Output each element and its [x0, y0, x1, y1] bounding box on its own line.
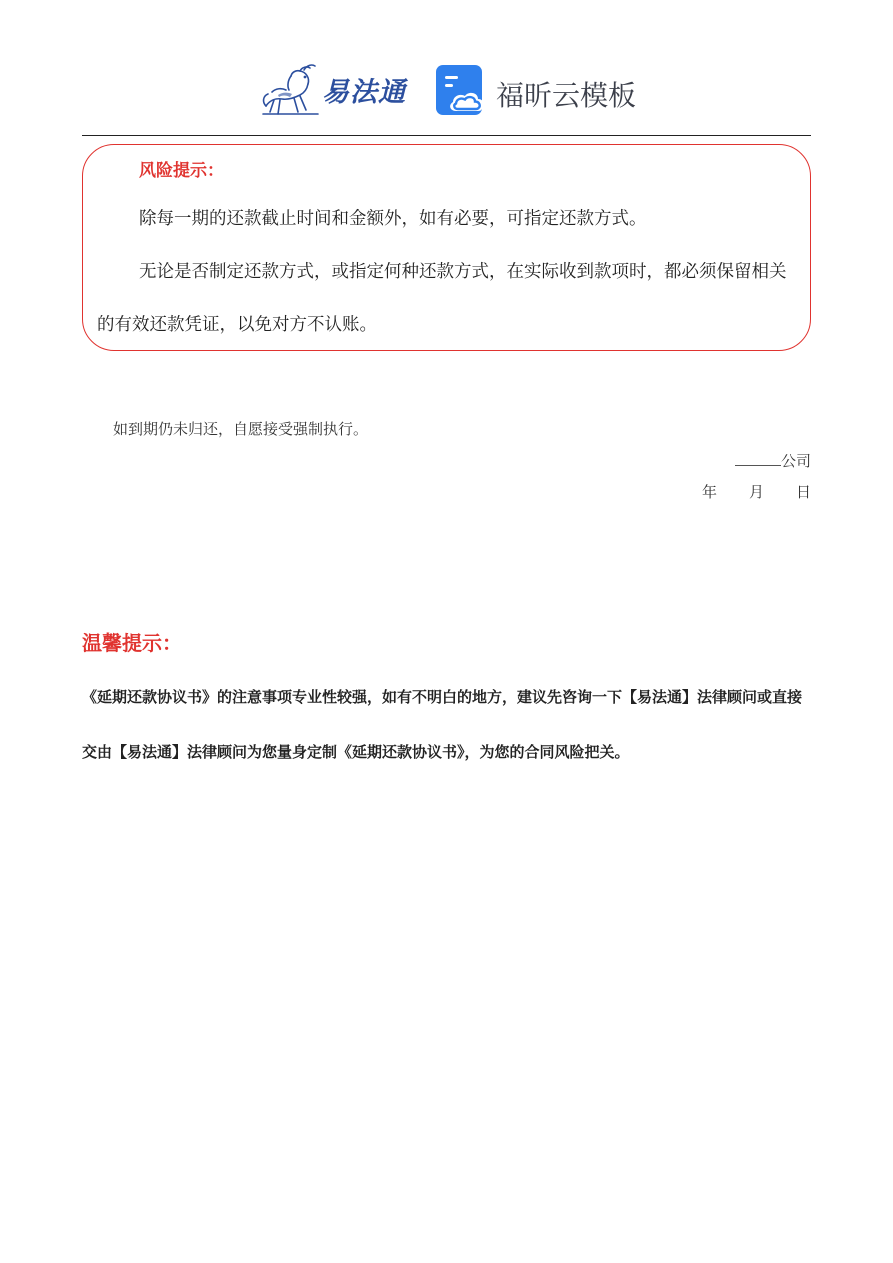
yifatong-brand-text: 易法通 — [322, 77, 406, 108]
warm-tip-text: 《延期还款协议书》的注意事项专业性较强，如有不明白的地方，建议先咨询一下【易法通】法律顾问或直接交由【易法通】法律顾问为您量身定制《延期还款协议书》，为您的合同风险把关。 — [82, 688, 803, 761]
risk-notice-title: 风险提示： — [139, 161, 224, 181]
risk-notice-paragraph: 除每一期的还款截止时间和金额外，如有必要，可指定还款方式。 — [139, 209, 647, 229]
risk-notice-paragraph: 无论是否制定还款方式，或指定何种还款方式，在实际收到款项时，都必须保留相关的有效还款凭证，以免对方不认账。 — [97, 262, 787, 335]
date-month-label: 月 — [748, 483, 764, 501]
risk-notice-box — [82, 144, 811, 351]
cloud-document-icon — [436, 65, 488, 117]
date-year-label: 年 — [701, 483, 717, 501]
page-header — [0, 60, 893, 124]
yifatong-logo — [260, 62, 414, 118]
warm-tip-title: 温馨提示： — [82, 631, 182, 655]
header-divider — [82, 135, 811, 136]
date-day-label: 日 — [795, 483, 811, 501]
company-suffix: 公司 — [780, 452, 811, 470]
signature-date — [702, 481, 811, 502]
qilin-icon — [260, 62, 322, 118]
fuxin-brand-text: 福昕云模板 — [496, 79, 637, 112]
company-signature-line — [735, 450, 811, 471]
company-name-blank — [735, 451, 781, 466]
fuxin-logo — [436, 65, 636, 119]
enforcement-clause: 如到期仍未归还，自愿接受强制执行。 — [113, 420, 369, 438]
